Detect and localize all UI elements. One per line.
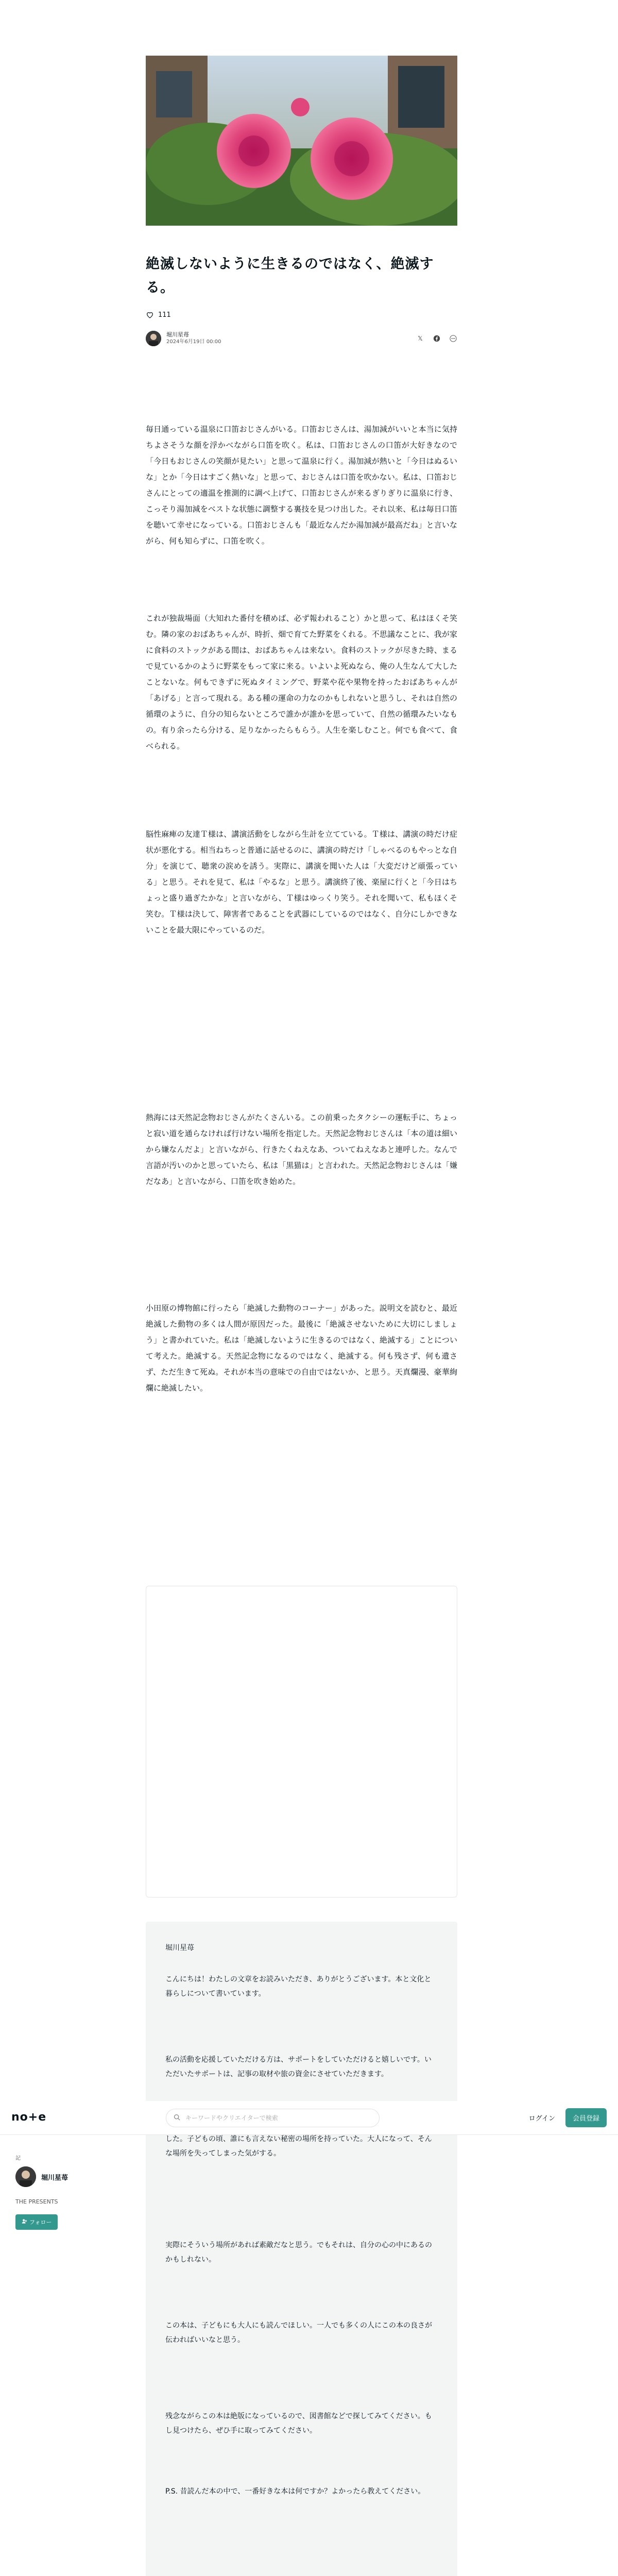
body-paragraph: 毎日通っている温泉に口笛おじさんがいる。口笛おじさんは、湯加減がいいと本当に気持ちよさそうな顔を浮かべながら口笛を吹く。私は、口笛おじさんの口笛が大好きなので「今日もおじさんの笑顔が見たい」と思って温泉に行く。湯加減が熱いと「今日はぬるいな」とか「今日はすごく熱いな」と思って、おじさんは口笛を吹かない。私は、口笛おじさんにとっての適温を推測的に調べ上げて、口笛おじさんが来るぎりぎりに温泉に行き、こっそり湯加減をベストな状態に調整する裏技を見つけ出した。それ以来、私は毎日口笛を聴いて幸せになっている。口笛おじさんも「最近なんだか湯加減が最高だね」と言いながら、何も知らずに、口笛を吹く。 (146, 425, 457, 546)
site-header (0, 2101, 618, 2135)
more-icon[interactable] (449, 334, 457, 343)
avatar[interactable] (15, 2166, 36, 2187)
box-paragraph: した。子どもの頃、誰にも言えない秘密の場所を持っていた。大人になって、そんな場所を失ってしまった気がする。 (165, 2135, 432, 2158)
author-meta (166, 331, 221, 346)
sidebar-author[interactable] (15, 2166, 118, 2187)
header-image (146, 56, 457, 226)
box-paragraph: P.S. 昔読んだ本の中で、一番好きな本は何ですか？よかったら教えてください。 (165, 2487, 425, 2496)
sidebar-subtitle: THE PRESENTS (15, 2198, 58, 2205)
search-placeholder: キーワードやクリエイターで検索 (185, 2114, 278, 2122)
avatar[interactable] (146, 331, 161, 346)
facebook-icon[interactable] (433, 334, 441, 343)
x-icon[interactable]: 𝕏 (418, 335, 423, 342)
box-paragraph: 私の活動を応援していただける方は、サポートをしていただけると嬉しいです。いただいたサポートは、記事の取材や旅の資金にさせていただきます。 (165, 2056, 432, 2078)
heart-icon[interactable] (146, 311, 154, 319)
login-button[interactable]: ログイン (528, 2115, 555, 2123)
sidebar-author-name[interactable]: 堀川星苺 (41, 2174, 68, 2182)
signup-button[interactable]: 会員登録 (565, 2108, 607, 2127)
box-paragraph: 残念ながらこの本は絶版になっているので、図書館などで探してみてください。もし見つけたら、ぜひ手に取ってみてください。 (165, 2412, 432, 2435)
body-paragraph: 小田原の博物館に行ったら「絶滅した動物のコーナー」があった。説明文を読むと、最近絶滅した動物の多くは人間が原因だった。最後に「絶滅させないために大切にしましょう」と書かれていた。私は「絶滅しないように生きるのではなく、絶滅する」ことについて考えた。絶滅する。天然記念物になるのではなく、絶滅する。何も残さず、何も遺さず、ただ生きて死ぬ。それが本当の意味での自由ではないか、と思う。天真爛漫、豪華絢爛に絶滅したい。 (146, 1303, 457, 1393)
share-icons (416, 334, 457, 343)
follow-button[interactable] (15, 2214, 58, 2230)
box-paragraph: この本は、子どもにも大人にも読んでほしい。一人でも多くの人にこの本の良さが伝わればいいなと思う。 (165, 2321, 432, 2344)
sponsor-box (146, 1922, 457, 2576)
author-name[interactable]: 堀川星苺 (166, 331, 189, 338)
box-paragraph: こんにちは！わたしの文章をお読みいただき、ありがとうございます。本と文化と暮らしについて書いています。 (165, 1975, 432, 1998)
like-count: 111 (158, 311, 171, 319)
follow-icon (22, 2218, 27, 2226)
publish-date: 2024年6月19日 00:00 (166, 339, 221, 345)
box-heading: 堀川星苺 (165, 1944, 194, 1952)
search-input[interactable] (166, 2109, 380, 2127)
author-row (146, 330, 457, 347)
search-icon (174, 2114, 180, 2122)
sidebar-label: 記 (15, 2156, 21, 2161)
author-sidebar (15, 2154, 118, 2230)
logo-text: no+e (11, 2110, 47, 2123)
body-paragraph: 熱海には天然記念物おじさんがたくさんいる。この前乗ったタクシーの運転手に、ちょっと寂い道を通らなければ行けない場所を指定した。天然記念物おじさんは「本の道は細いから嫌なんだよ」と言いながら、行きたくねえなあ、ついてねえなあと連呼した。なんで言語が汚いのかと思っていたら、私は「黒猫は」と言われた。天然記念物おじさんは「嫌だなあ」と言いながら、口笛を吹き始めた。 (146, 1113, 457, 1186)
box-paragraph: 実際にそういう場所があれば素敵だなと思う。でもそれは、自分の心の中にあるのかもしれない。 (165, 2241, 432, 2264)
body-paragraph: 脳性麻痺の友達Ｔ様は、講演活動をしながら生計を立てている。Ｔ様は、講演の時だけ症状が悪化する。相当ねちっと普通に話せるのに、講演の時だけ「しゃべるのもやっとな自分」を演じて、聴衆の涙めを誘う。実際に、講演を聞いた人は「大変だけど頑張っている」と思う。それを見て、私は「やるな」と思う。講演終了後、楽屋に行くと「今日はちょっと盛り過ぎたかな」と言いながら、Ｔ様はゆっくり笑う。それを聞いて、私もほくそ笑む。Ｔ様は決して、障害者であることを武器にしているのではなく、自分にしかできないことを最大限にやっているのだ。 (146, 829, 457, 935)
follow-label: フォロー (29, 2219, 52, 2226)
like-row[interactable] (146, 311, 171, 319)
note-logo[interactable] (11, 2110, 58, 2126)
embed-frame[interactable] (146, 1586, 457, 1897)
article-title: 絶滅しないように生きるのではなく、絶滅する。 (146, 256, 434, 296)
body-paragraph: これが独裁場面（大知れた番付を積めば、必ず報われること）かと思って、私はほくそ笑む。隣の家のおばあちゃんが、時折、畑で育てた野菜をくれる。不思議なことに、我が家に食料のストックがある間は、おばあちゃんは来ない。食料のストックが尽きた時、まるで見ているかのように野菜をもって家に来る。いよいよ死ぬなら、俺の人生なんて大したことないな。何もできずに死ぬタイミングで、野菜や花や果物を持ったおばあちゃんが「あげる」と言って現れる。ある種の運命の力なのかもしれないと思うし、それは自然の循環のように、自分の知らないところで誰かが誰かを思っていて、自然の循環みたいなもの。有り余ったら分ける、足りなかったらもらう。人生を楽しむこと。何でも食べて、食べられる。 (146, 614, 457, 751)
box-text (165, 1972, 438, 2499)
